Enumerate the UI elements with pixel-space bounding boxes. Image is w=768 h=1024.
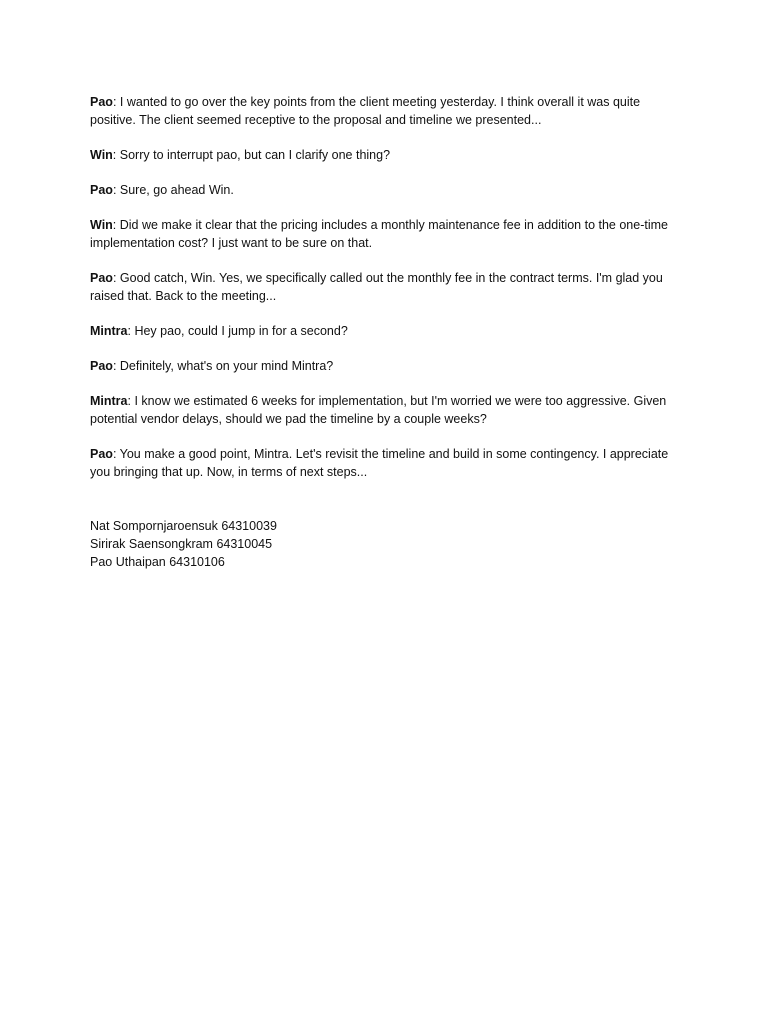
speaker-separator: : — [112, 359, 117, 373]
author-credits — [90, 517, 686, 571]
speaker-name: Pao — [90, 271, 113, 285]
dialogue-text: Definitely, what's on your mind Mintra? — [116, 359, 334, 373]
dialogue-line — [90, 392, 686, 428]
credit-line: Nat Sompornjaroensuk 64310039 — [90, 519, 277, 533]
speaker-separator: : — [127, 324, 131, 338]
speaker-name: Win — [90, 148, 113, 162]
dialogue-text: I know we estimated 6 weeks for implementation, but I'm worried we were too aggressive. Given potential vendor delays, should we pad the timeline by a couple weeks? — [90, 394, 667, 426]
dialogue-text: Hey pao, could I jump in for a second? — [130, 324, 348, 338]
dialogue-text: Good catch, Win. Yes, we specifically called out the monthly fee in the contract terms. I'm glad you raised that. Back to the meeting... — [90, 271, 663, 303]
dialogue-text: You make a good point, Mintra. Let's revisit the timeline and build in some contingency. I appreciate you bringing that up. Now, in terms of next steps... — [90, 447, 669, 479]
dialogue-text: Sure, go ahead Win. — [116, 183, 234, 197]
speaker-separator: : — [112, 148, 117, 162]
dialogue-text: Sorry to interrupt pao, but can I clarify one thing? — [116, 148, 391, 162]
dialogue-line — [90, 445, 686, 481]
speaker-separator: : — [112, 183, 117, 197]
dialogue-transcript — [90, 93, 686, 481]
speaker-name: Mintra — [90, 324, 128, 338]
speaker-separator: : — [112, 271, 117, 285]
speaker-name: Pao — [90, 95, 113, 109]
speaker-separator: : — [112, 95, 117, 109]
dialogue-line — [90, 216, 686, 252]
speaker-name: Pao — [90, 183, 113, 197]
speaker-name: Mintra — [90, 394, 128, 408]
credit-line: Pao Uthaipan 64310106 — [90, 555, 225, 569]
dialogue-line — [90, 269, 686, 305]
speaker-name: Pao — [90, 359, 113, 373]
dialogue-line — [90, 93, 686, 129]
speaker-separator: : — [112, 447, 117, 461]
dialogue-line — [90, 146, 686, 164]
document-page — [90, 93, 686, 571]
speaker-separator: : — [127, 394, 131, 408]
dialogue-text: I wanted to go over the key points from the client meeting yesterday. I think overall it was quite positive. The client seemed receptive to the proposal and timeline we presented... — [90, 95, 641, 127]
speaker-separator: : — [112, 218, 117, 232]
speaker-name: Pao — [90, 447, 113, 461]
dialogue-line — [90, 181, 686, 199]
dialogue-line — [90, 322, 686, 340]
credit-line: Sirirak Saensongkram 64310045 — [90, 537, 273, 551]
dialogue-text: Did we make it clear that the pricing includes a monthly maintenance fee in addition to the one-time implementation cost? I just want to be sure on that. — [90, 218, 668, 250]
dialogue-line — [90, 357, 686, 375]
speaker-name: Win — [90, 218, 113, 232]
